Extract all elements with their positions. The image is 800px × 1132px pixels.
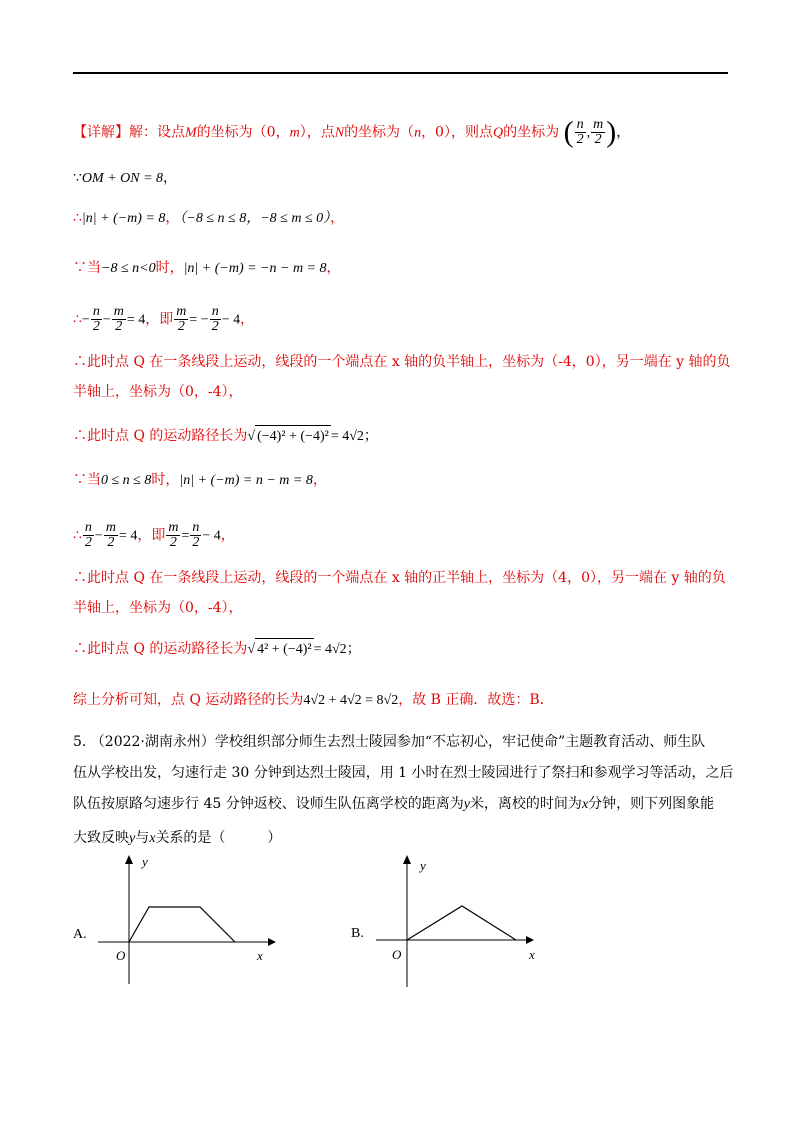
solution-line-6: ∴此时点 Q 在一条线段上运动，线段的一个端点在 x 轴的负半轴上，坐标为（-4，0），另一端在 y 轴的负 xyxy=(73,354,731,370)
condition: −8 ≤ n<0 xyxy=(101,261,156,276)
y-axis-label: y xyxy=(142,854,148,869)
x-axis-arrow xyxy=(268,938,276,946)
condition: （−8 ≤ n ≤ 8，−8 ≤ m ≤ 0） xyxy=(179,211,331,226)
coord-fraction-m: $\frac{m}{2}$ xyxy=(593,117,604,147)
question-line-1: 5. （2022·湖南永州）学校组织部分师生去烈士陵园参加“不忘初心，牢记使命”主题教育活动、师生队 xyxy=(73,734,706,750)
equation: 4√2 + 4√2 = 8√2 xyxy=(303,693,399,708)
solution-line-7: 半轴上，坐标为（0，-4）， xyxy=(73,384,243,400)
solution-line-1: 【详解】解：设点M的坐标为（0，m），点N的坐标为（n，0），则点Q的坐标为 ( $\frac{n}{2}$ , $\frac{m}{2}$ )， xyxy=(73,115,631,149)
solution-line-9: ∵当0 ≤ n ≤ 8时，|n| + (−m) = n − m = 8， xyxy=(73,472,327,488)
fraction: $\frac{m}{2}$ xyxy=(113,304,124,334)
fraction: $\frac{n}{2}$ xyxy=(92,304,100,334)
option-a-graph[interactable] xyxy=(70,850,290,990)
solution-line-4: ∵当−8 ≤ n<0时，|n| + (−m) = −n − m = 8， xyxy=(73,260,341,276)
y-axis-arrow xyxy=(125,855,133,864)
solution-line-11: ∴此时点 Q 在一条线段上运动，线段的一个端点在 x 轴的正半轴上，坐标为（4，0），另一端在 y 轴的负 xyxy=(73,570,726,586)
radical: 4² + (−4)² xyxy=(255,638,314,660)
equation: |n| + (−m) = n − m = 8 xyxy=(179,473,313,488)
solution-line-14: 综上分析可知，点 Q 运动路径的长为4√2 + 4√2 = 8√2，故 B 正确．故选：B． xyxy=(73,692,554,708)
coord-fraction-n: $\frac{n}{2}$ xyxy=(576,117,584,147)
origin-label: O xyxy=(116,948,126,963)
header-rule xyxy=(73,72,728,74)
condition: 0 ≤ n ≤ 8 xyxy=(101,473,152,488)
radical: (−4)² + (−4)² xyxy=(255,425,331,447)
solution-line-10: ∴ $\frac{n}{2}$ − $\frac{m}{2}$ = 4，即 $\frac{m}{2}$ = $\frac{n}{2}$ − 4， xyxy=(73,520,235,550)
question-line-2: 伍从学校出发，匀速行走 30 分钟到达烈士陵园，用 1 小时在烈士陵园进行了祭扫和参观学习等活动，之后 xyxy=(73,765,734,781)
fraction: $\frac{n}{2}$ xyxy=(84,520,92,550)
solution-line-8: ∴此时点 Q 的运动路径长为√ (−4)² + (−4)² = 4√2； xyxy=(73,425,378,447)
equation: |n| + (−m) = 8 xyxy=(81,211,166,226)
origin-label: O xyxy=(392,947,402,962)
solution-line-2: ∵OM + ON = 8， xyxy=(73,170,178,186)
y-axis-label: y xyxy=(420,858,426,873)
option-b-curve xyxy=(407,906,516,940)
solution-line-13: ∴此时点 Q 的运动路径长为√ 4² + (−4)² = 4√2； xyxy=(73,638,361,660)
option-b-label: B. xyxy=(351,926,364,941)
solution-line-12: 半轴上，坐标为（0，-4）， xyxy=(73,600,243,616)
question-line-3: 队伍按原路匀速步行 45 分钟返校、设师生队伍离学校的距离为y米，离校的时间为x分钟，则下列图象能 xyxy=(73,796,715,812)
fraction: $\frac{n}{2}$ xyxy=(211,304,219,334)
fraction: $\frac{m}{2}$ xyxy=(168,520,179,550)
fraction: $\frac{m}{2}$ xyxy=(105,520,116,550)
x-axis-label: x xyxy=(257,948,263,963)
equation: |n| + (−m) = −n − m = 8 xyxy=(183,261,327,276)
solution-line-3: ∴|n| + (−m) = 8，（−8 ≤ n ≤ 8，−8 ≤ m ≤ 0）， xyxy=(73,210,345,226)
x-axis-label: x xyxy=(529,947,535,962)
equation: OM + ON = 8 xyxy=(81,171,164,186)
solution-line-5: ∴− $\frac{n}{2}$ − $\frac{m}{2}$ = 4，即 $\frac{m}{2}$ = − $\frac{n}{2}$ − 4， xyxy=(73,304,255,334)
option-b-graph[interactable] xyxy=(348,855,548,995)
detail-tag: 【详解】 xyxy=(73,124,129,141)
option-a-curve xyxy=(129,907,235,942)
fraction: $\frac{n}{2}$ xyxy=(192,520,200,550)
question-line-4: 大致反映y与x关系的是（ ） xyxy=(73,830,282,846)
y-axis-arrow xyxy=(403,855,411,864)
fraction: $\frac{m}{2}$ xyxy=(176,304,187,334)
x-axis-arrow xyxy=(526,936,534,944)
option-a-label: A. xyxy=(73,927,87,942)
